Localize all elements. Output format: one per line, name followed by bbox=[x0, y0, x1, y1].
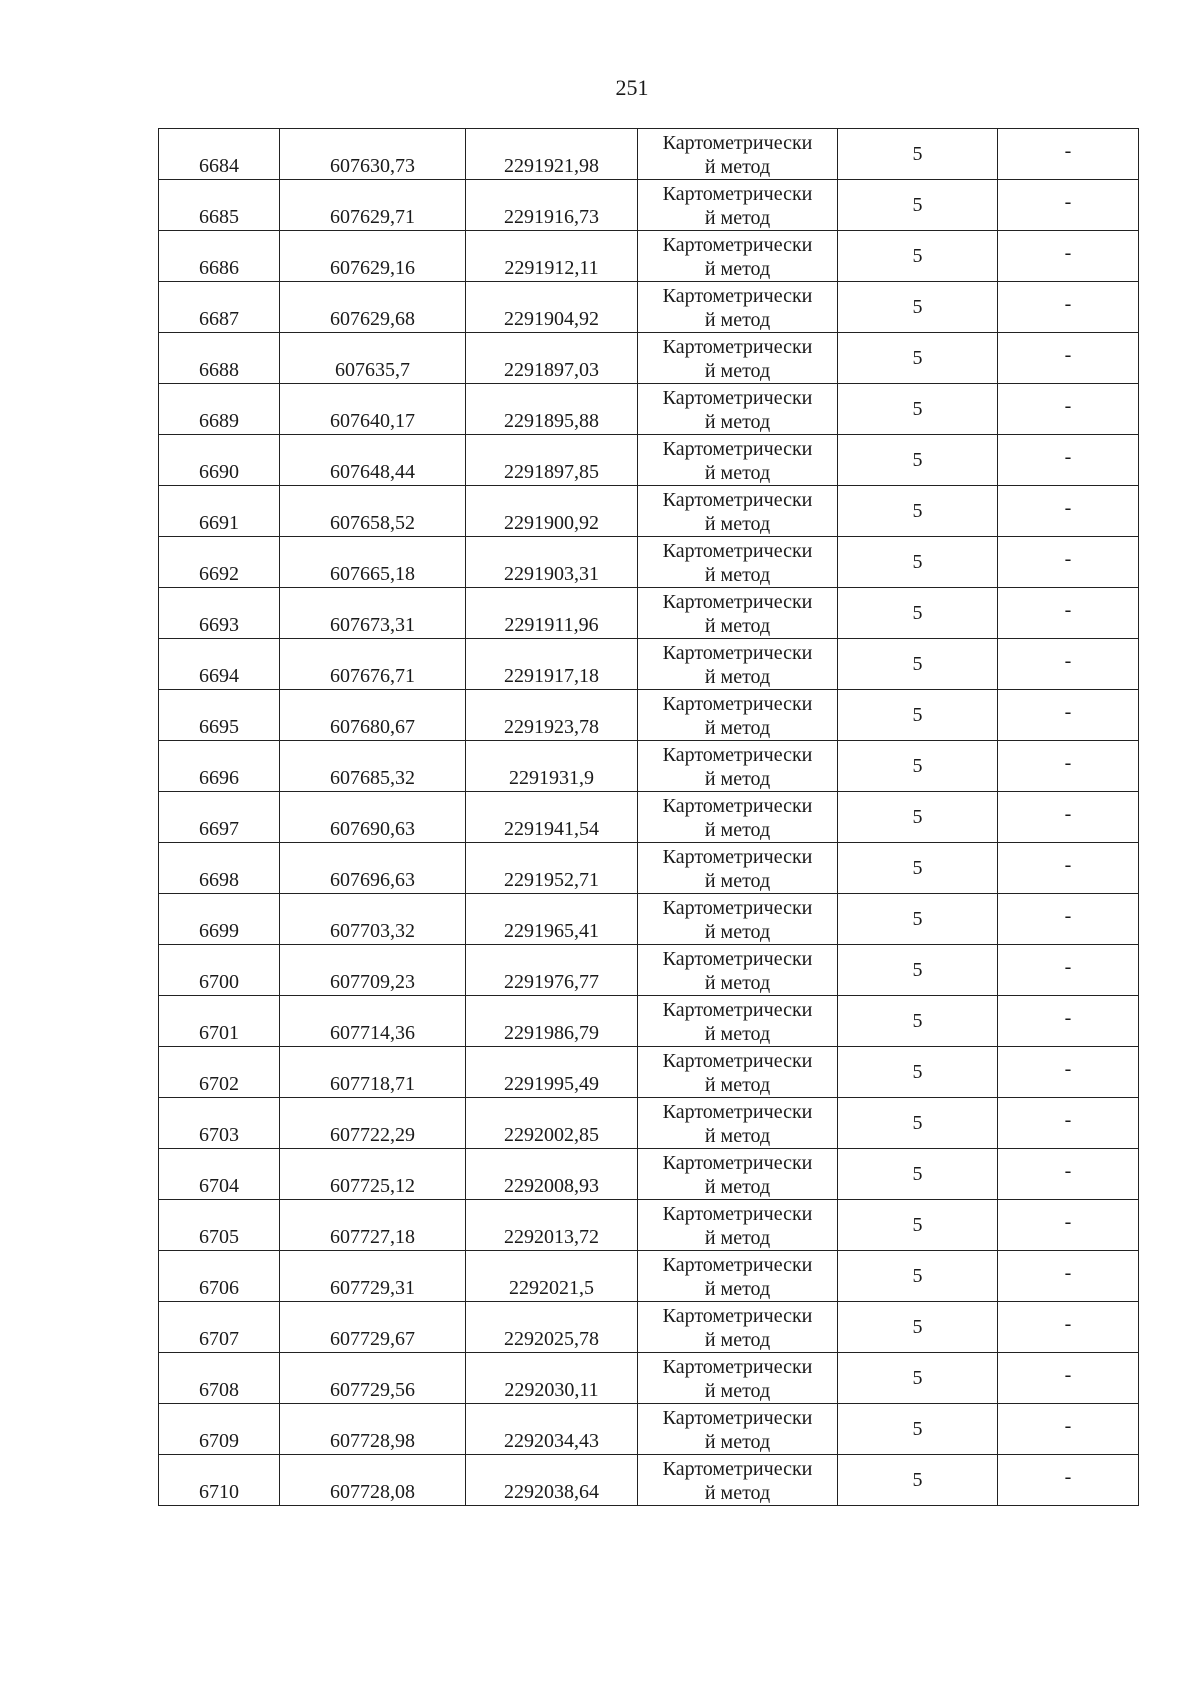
method-text-line-2: й метод bbox=[704, 512, 771, 535]
note-cell bbox=[998, 1455, 1139, 1506]
method-text-line-1: Картометрически bbox=[662, 1304, 813, 1327]
method-text-line-1: Картометрически bbox=[662, 335, 813, 358]
accuracy-cell: 5 bbox=[838, 180, 998, 231]
y-coordinate-cell: 2291917,18 bbox=[466, 639, 638, 690]
coordinates-table bbox=[158, 128, 1139, 1506]
note-dash: - bbox=[1064, 344, 1072, 366]
method-cell bbox=[638, 1200, 838, 1251]
accuracy-cell: 5 bbox=[838, 741, 998, 792]
method-text-line-2: й метод bbox=[704, 1481, 771, 1504]
accuracy-cell: 5 bbox=[838, 639, 998, 690]
method-cell bbox=[638, 639, 838, 690]
note-cell bbox=[998, 843, 1139, 894]
note-cell bbox=[998, 333, 1139, 384]
method-text-line-1: Картометрически bbox=[662, 284, 813, 307]
note-dash: - bbox=[1064, 956, 1072, 978]
method-text-line-1: Картометрически bbox=[662, 845, 813, 868]
accuracy-cell: 5 bbox=[838, 486, 998, 537]
method-text-line-2: й метод bbox=[704, 461, 771, 484]
point-number-cell: 6691 bbox=[159, 486, 280, 537]
note-cell bbox=[998, 690, 1139, 741]
note-dash: - bbox=[1064, 854, 1072, 876]
x-coordinate-cell: 607729,56 bbox=[280, 1353, 466, 1404]
x-coordinate-cell: 607629,16 bbox=[280, 231, 466, 282]
y-coordinate-cell: 2291916,73 bbox=[466, 180, 638, 231]
note-dash: - bbox=[1064, 803, 1072, 825]
table-row bbox=[159, 384, 1139, 435]
method-cell bbox=[638, 333, 838, 384]
table-row bbox=[159, 1047, 1139, 1098]
point-number-cell: 6696 bbox=[159, 741, 280, 792]
accuracy-cell: 5 bbox=[838, 894, 998, 945]
accuracy-cell: 5 bbox=[838, 792, 998, 843]
note-dash: - bbox=[1064, 191, 1072, 213]
note-dash: - bbox=[1064, 1262, 1072, 1284]
method-text-line-2: й метод bbox=[704, 1277, 771, 1300]
method-cell bbox=[638, 129, 838, 180]
note-cell bbox=[998, 639, 1139, 690]
note-cell bbox=[998, 231, 1139, 282]
method-text-line-1: Картометрически bbox=[662, 1202, 813, 1225]
note-dash: - bbox=[1064, 599, 1072, 621]
point-number-cell: 6698 bbox=[159, 843, 280, 894]
y-coordinate-cell: 2292030,11 bbox=[466, 1353, 638, 1404]
note-cell bbox=[998, 1200, 1139, 1251]
method-cell bbox=[638, 741, 838, 792]
table-row bbox=[159, 1455, 1139, 1506]
accuracy-cell: 5 bbox=[838, 1251, 998, 1302]
note-dash: - bbox=[1064, 752, 1072, 774]
method-cell bbox=[638, 486, 838, 537]
note-cell bbox=[998, 792, 1139, 843]
accuracy-cell: 5 bbox=[838, 1404, 998, 1455]
method-cell bbox=[638, 1404, 838, 1455]
note-cell bbox=[998, 1251, 1139, 1302]
y-coordinate-cell: 2291965,41 bbox=[466, 894, 638, 945]
point-number-cell: 6686 bbox=[159, 231, 280, 282]
method-text-line-1: Картометрически bbox=[662, 947, 813, 970]
point-number-cell: 6694 bbox=[159, 639, 280, 690]
point-number-cell: 6700 bbox=[159, 945, 280, 996]
method-text-line-2: й метод bbox=[704, 665, 771, 688]
method-text-line-2: й метод bbox=[704, 1328, 771, 1351]
accuracy-cell: 5 bbox=[838, 843, 998, 894]
accuracy-cell: 5 bbox=[838, 537, 998, 588]
x-coordinate-cell: 607673,31 bbox=[280, 588, 466, 639]
method-text-line-2: й метод bbox=[704, 155, 771, 178]
method-text-line-1: Картометрически bbox=[662, 590, 813, 613]
method-text-line-2: й метод bbox=[704, 410, 771, 433]
page-number: 251 bbox=[615, 75, 649, 100]
method-cell bbox=[638, 180, 838, 231]
table-row bbox=[159, 1098, 1139, 1149]
table-row bbox=[159, 792, 1139, 843]
method-text-line-1: Картометрически bbox=[662, 641, 813, 664]
note-cell bbox=[998, 486, 1139, 537]
note-dash: - bbox=[1064, 1007, 1072, 1029]
x-coordinate-cell: 607658,52 bbox=[280, 486, 466, 537]
method-cell bbox=[638, 537, 838, 588]
point-number-cell: 6709 bbox=[159, 1404, 280, 1455]
table-row bbox=[159, 996, 1139, 1047]
x-coordinate-cell: 607718,71 bbox=[280, 1047, 466, 1098]
x-coordinate-cell: 607629,68 bbox=[280, 282, 466, 333]
method-text-line-1: Картометрически bbox=[662, 896, 813, 919]
x-coordinate-cell: 607728,98 bbox=[280, 1404, 466, 1455]
y-coordinate-cell: 2291921,98 bbox=[466, 129, 638, 180]
y-coordinate-cell: 2291923,78 bbox=[466, 690, 638, 741]
x-coordinate-cell: 607635,7 bbox=[280, 333, 466, 384]
method-text-line-1: Картометрически bbox=[662, 1049, 813, 1072]
method-text-line-2: й метод bbox=[704, 869, 771, 892]
table-row bbox=[159, 537, 1139, 588]
table-row bbox=[159, 129, 1139, 180]
point-number-cell: 6706 bbox=[159, 1251, 280, 1302]
y-coordinate-cell: 2292021,5 bbox=[466, 1251, 638, 1302]
accuracy-cell: 5 bbox=[838, 282, 998, 333]
method-cell bbox=[638, 690, 838, 741]
note-dash: - bbox=[1064, 1466, 1072, 1488]
method-text-line-1: Картометрически bbox=[662, 692, 813, 715]
table-row bbox=[159, 894, 1139, 945]
x-coordinate-cell: 607729,67 bbox=[280, 1302, 466, 1353]
note-dash: - bbox=[1064, 1109, 1072, 1131]
method-cell bbox=[638, 894, 838, 945]
accuracy-cell: 5 bbox=[838, 996, 998, 1047]
method-cell bbox=[638, 1251, 838, 1302]
accuracy-cell: 5 bbox=[838, 1047, 998, 1098]
method-text-line-1: Картометрически bbox=[662, 1457, 813, 1480]
method-text-line-1: Картометрически bbox=[662, 1355, 813, 1378]
method-cell bbox=[638, 588, 838, 639]
method-text-line-1: Картометрически bbox=[662, 998, 813, 1021]
y-coordinate-cell: 2291903,31 bbox=[466, 537, 638, 588]
y-coordinate-cell: 2291897,03 bbox=[466, 333, 638, 384]
table-row bbox=[159, 1149, 1139, 1200]
x-coordinate-cell: 607648,44 bbox=[280, 435, 466, 486]
y-coordinate-cell: 2291904,92 bbox=[466, 282, 638, 333]
accuracy-cell: 5 bbox=[838, 1455, 998, 1506]
method-text-line-2: й метод bbox=[704, 716, 771, 739]
note-cell bbox=[998, 384, 1139, 435]
method-text-line-1: Картометрически bbox=[662, 1406, 813, 1429]
method-text-line-2: й метод bbox=[704, 1379, 771, 1402]
method-text-line-1: Картометрически bbox=[662, 1151, 813, 1174]
method-cell bbox=[638, 1149, 838, 1200]
method-text-line-2: й метод bbox=[704, 1022, 771, 1045]
note-cell bbox=[998, 1404, 1139, 1455]
note-dash: - bbox=[1064, 1415, 1072, 1437]
y-coordinate-cell: 2292002,85 bbox=[466, 1098, 638, 1149]
point-number-cell: 6692 bbox=[159, 537, 280, 588]
table-row bbox=[159, 486, 1139, 537]
note-dash: - bbox=[1064, 1313, 1072, 1335]
point-number-cell: 6690 bbox=[159, 435, 280, 486]
note-dash: - bbox=[1064, 497, 1072, 519]
y-coordinate-cell: 2292025,78 bbox=[466, 1302, 638, 1353]
y-coordinate-cell: 2292038,64 bbox=[466, 1455, 638, 1506]
point-number-cell: 6703 bbox=[159, 1098, 280, 1149]
accuracy-cell: 5 bbox=[838, 945, 998, 996]
table-row bbox=[159, 333, 1139, 384]
method-text-line-2: й метод bbox=[704, 971, 771, 994]
method-text-line-2: й метод bbox=[704, 359, 771, 382]
method-cell bbox=[638, 282, 838, 333]
note-cell bbox=[998, 435, 1139, 486]
point-number-cell: 6697 bbox=[159, 792, 280, 843]
table-row bbox=[159, 639, 1139, 690]
y-coordinate-cell: 2291900,92 bbox=[466, 486, 638, 537]
table-row bbox=[159, 180, 1139, 231]
point-number-cell: 6693 bbox=[159, 588, 280, 639]
y-coordinate-cell: 2291911,96 bbox=[466, 588, 638, 639]
method-cell bbox=[638, 384, 838, 435]
x-coordinate-cell: 607727,18 bbox=[280, 1200, 466, 1251]
method-text-line-1: Картометрически bbox=[662, 539, 813, 562]
x-coordinate-cell: 607685,32 bbox=[280, 741, 466, 792]
method-cell bbox=[638, 1455, 838, 1506]
note-dash: - bbox=[1064, 140, 1072, 162]
point-number-cell: 6684 bbox=[159, 129, 280, 180]
note-cell bbox=[998, 180, 1139, 231]
method-cell bbox=[638, 231, 838, 282]
note-cell bbox=[998, 588, 1139, 639]
x-coordinate-cell: 607630,73 bbox=[280, 129, 466, 180]
note-cell bbox=[998, 129, 1139, 180]
method-cell bbox=[638, 843, 838, 894]
accuracy-cell: 5 bbox=[838, 435, 998, 486]
note-dash: - bbox=[1064, 905, 1072, 927]
point-number-cell: 6708 bbox=[159, 1353, 280, 1404]
method-cell bbox=[638, 1353, 838, 1404]
table-row bbox=[159, 282, 1139, 333]
x-coordinate-cell: 607640,17 bbox=[280, 384, 466, 435]
table-row bbox=[159, 945, 1139, 996]
table-row bbox=[159, 1353, 1139, 1404]
y-coordinate-cell: 2291912,11 bbox=[466, 231, 638, 282]
note-cell bbox=[998, 1149, 1139, 1200]
method-text-line-2: й метод bbox=[704, 920, 771, 943]
point-number-cell: 6688 bbox=[159, 333, 280, 384]
accuracy-cell: 5 bbox=[838, 1353, 998, 1404]
method-text-line-1: Картометрически bbox=[662, 794, 813, 817]
note-cell bbox=[998, 996, 1139, 1047]
note-cell bbox=[998, 741, 1139, 792]
note-cell bbox=[998, 1353, 1139, 1404]
method-text-line-2: й метод bbox=[704, 1124, 771, 1147]
table-row bbox=[159, 435, 1139, 486]
table-row bbox=[159, 231, 1139, 282]
method-text-line-2: й метод bbox=[704, 614, 771, 637]
note-dash: - bbox=[1064, 1058, 1072, 1080]
note-cell bbox=[998, 1302, 1139, 1353]
method-text-line-2: й метод bbox=[704, 308, 771, 331]
method-text-line-1: Картометрически bbox=[662, 131, 813, 154]
note-cell bbox=[998, 282, 1139, 333]
x-coordinate-cell: 607714,36 bbox=[280, 996, 466, 1047]
method-text-line-1: Картометрически bbox=[662, 743, 813, 766]
method-text-line-2: й метод bbox=[704, 767, 771, 790]
note-cell bbox=[998, 1047, 1139, 1098]
x-coordinate-cell: 607729,31 bbox=[280, 1251, 466, 1302]
x-coordinate-cell: 607676,71 bbox=[280, 639, 466, 690]
y-coordinate-cell: 2292008,93 bbox=[466, 1149, 638, 1200]
accuracy-cell: 5 bbox=[838, 1149, 998, 1200]
method-text-line-1: Картометрически bbox=[662, 386, 813, 409]
x-coordinate-cell: 607725,12 bbox=[280, 1149, 466, 1200]
table-row bbox=[159, 690, 1139, 741]
point-number-cell: 6701 bbox=[159, 996, 280, 1047]
accuracy-cell: 5 bbox=[838, 333, 998, 384]
method-cell bbox=[638, 1047, 838, 1098]
note-cell bbox=[998, 894, 1139, 945]
point-number-cell: 6710 bbox=[159, 1455, 280, 1506]
point-number-cell: 6687 bbox=[159, 282, 280, 333]
accuracy-cell: 5 bbox=[838, 690, 998, 741]
note-dash: - bbox=[1064, 395, 1072, 417]
note-dash: - bbox=[1064, 701, 1072, 723]
x-coordinate-cell: 607665,18 bbox=[280, 537, 466, 588]
method-cell bbox=[638, 996, 838, 1047]
method-cell bbox=[638, 435, 838, 486]
note-dash: - bbox=[1064, 650, 1072, 672]
y-coordinate-cell: 2291931,9 bbox=[466, 741, 638, 792]
y-coordinate-cell: 2291895,88 bbox=[466, 384, 638, 435]
method-text-line-2: й метод bbox=[704, 1430, 771, 1453]
accuracy-cell: 5 bbox=[838, 1098, 998, 1149]
method-text-line-2: й метод bbox=[704, 1175, 771, 1198]
note-dash: - bbox=[1064, 1211, 1072, 1233]
note-cell bbox=[998, 537, 1139, 588]
point-number-cell: 6699 bbox=[159, 894, 280, 945]
note-dash: - bbox=[1064, 1160, 1072, 1182]
accuracy-cell: 5 bbox=[838, 1200, 998, 1251]
x-coordinate-cell: 607728,08 bbox=[280, 1455, 466, 1506]
table-row bbox=[159, 741, 1139, 792]
y-coordinate-cell: 2291952,71 bbox=[466, 843, 638, 894]
method-text-line-1: Картометрически bbox=[662, 182, 813, 205]
x-coordinate-cell: 607696,63 bbox=[280, 843, 466, 894]
y-coordinate-cell: 2291995,49 bbox=[466, 1047, 638, 1098]
note-cell bbox=[998, 1098, 1139, 1149]
note-cell bbox=[998, 945, 1139, 996]
method-text-line-1: Картометрически bbox=[662, 233, 813, 256]
method-text-line-2: й метод bbox=[704, 257, 771, 280]
point-number-cell: 6695 bbox=[159, 690, 280, 741]
table-row bbox=[159, 843, 1139, 894]
note-dash: - bbox=[1064, 242, 1072, 264]
method-text-line-1: Картометрически bbox=[662, 488, 813, 511]
y-coordinate-cell: 2292013,72 bbox=[466, 1200, 638, 1251]
accuracy-cell: 5 bbox=[838, 129, 998, 180]
point-number-cell: 6702 bbox=[159, 1047, 280, 1098]
method-text-line-2: й метод bbox=[704, 1073, 771, 1096]
method-cell bbox=[638, 1098, 838, 1149]
method-text-line-2: й метод bbox=[704, 1226, 771, 1249]
point-number-cell: 6704 bbox=[159, 1149, 280, 1200]
point-number-cell: 6689 bbox=[159, 384, 280, 435]
y-coordinate-cell: 2291941,54 bbox=[466, 792, 638, 843]
note-dash: - bbox=[1064, 446, 1072, 468]
point-number-cell: 6705 bbox=[159, 1200, 280, 1251]
note-dash: - bbox=[1064, 293, 1072, 315]
y-coordinate-cell: 2291976,77 bbox=[466, 945, 638, 996]
method-text-line-2: й метод bbox=[704, 563, 771, 586]
method-text-line-1: Картометрически bbox=[662, 1253, 813, 1276]
accuracy-cell: 5 bbox=[838, 588, 998, 639]
table-row bbox=[159, 1404, 1139, 1455]
point-number-cell: 6685 bbox=[159, 180, 280, 231]
method-cell bbox=[638, 945, 838, 996]
note-dash: - bbox=[1064, 548, 1072, 570]
x-coordinate-cell: 607680,67 bbox=[280, 690, 466, 741]
accuracy-cell: 5 bbox=[838, 1302, 998, 1353]
method-text-line-2: й метод bbox=[704, 206, 771, 229]
x-coordinate-cell: 607703,32 bbox=[280, 894, 466, 945]
method-cell bbox=[638, 1302, 838, 1353]
x-coordinate-cell: 607709,23 bbox=[280, 945, 466, 996]
point-number-cell: 6707 bbox=[159, 1302, 280, 1353]
coordinates-table-body bbox=[159, 129, 1139, 1506]
method-text-line-2: й метод bbox=[704, 818, 771, 841]
accuracy-cell: 5 bbox=[838, 231, 998, 282]
method-text-line-1: Картометрически bbox=[662, 1100, 813, 1123]
method-cell bbox=[638, 792, 838, 843]
y-coordinate-cell: 2292034,43 bbox=[466, 1404, 638, 1455]
note-dash: - bbox=[1064, 1364, 1072, 1386]
table-row bbox=[159, 1251, 1139, 1302]
y-coordinate-cell: 2291986,79 bbox=[466, 996, 638, 1047]
table-row bbox=[159, 588, 1139, 639]
table-row bbox=[159, 1200, 1139, 1251]
accuracy-cell: 5 bbox=[838, 384, 998, 435]
table-row bbox=[159, 1302, 1139, 1353]
x-coordinate-cell: 607690,63 bbox=[280, 792, 466, 843]
x-coordinate-cell: 607629,71 bbox=[280, 180, 466, 231]
method-text-line-1: Картометрически bbox=[662, 437, 813, 460]
y-coordinate-cell: 2291897,85 bbox=[466, 435, 638, 486]
x-coordinate-cell: 607722,29 bbox=[280, 1098, 466, 1149]
